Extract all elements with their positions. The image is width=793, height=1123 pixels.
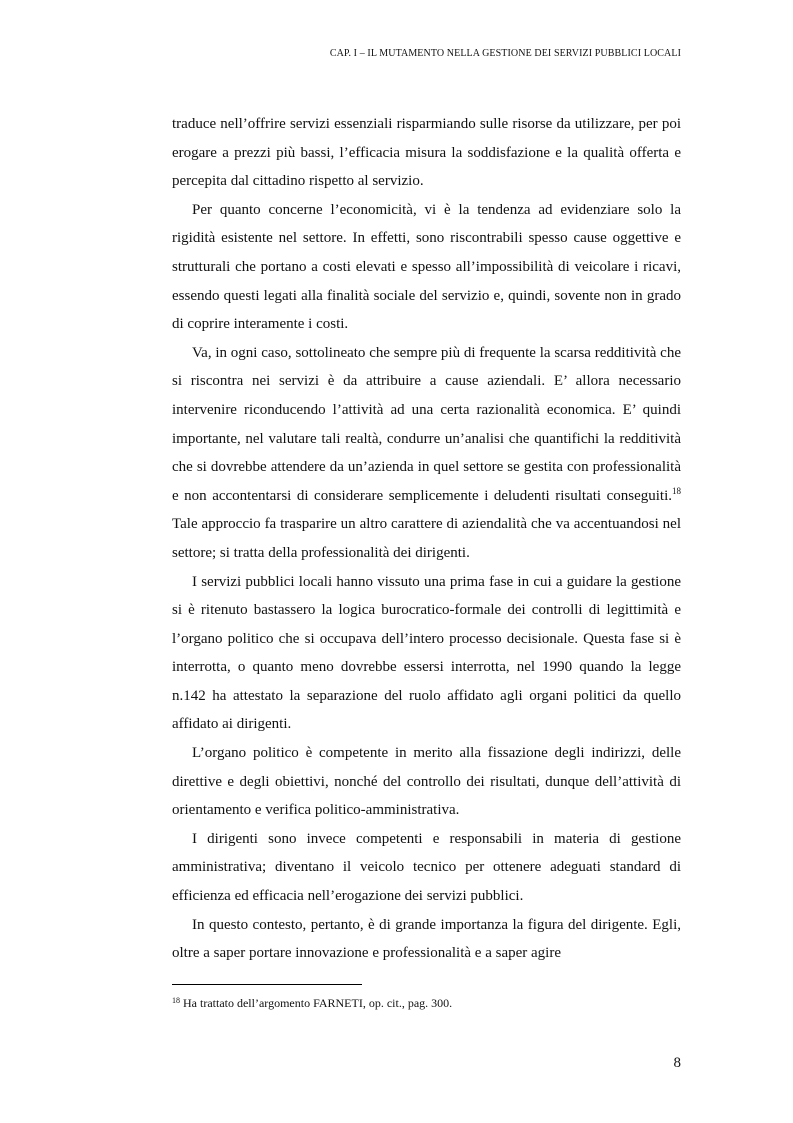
- paragraph-4: I servizi pubblici locali hanno vissuto una prima fase in cui a guidare la gestione si è ritenuto bastassero la logica burocratico-formale dei controlli di legittimità e l’organo politico che si occupava dell’intero processo decisionale. Questa fase si è interrotta, o quanto meno dovrebbe essersi interrotta, nel 1990 quando la legge n.142 ha attestato la separazione del ruolo affidato agli organi politici da quello affidato ai dirigenti.: [172, 573, 681, 733]
- footnote-separator: [172, 984, 362, 985]
- footnote-18: [172, 996, 681, 1010]
- footnote-number: 18: [172, 996, 180, 1005]
- paragraph-3-text-after-note: Tale approccio fa trasparire un altro carattere di aziendalità che va accentuandosi nel settore; si tratta della professionalità dei dirigenti.: [172, 516, 681, 561]
- body-text: [172, 110, 681, 968]
- running-header: CAP. I – IL MUTAMENTO NELLA GESTIONE DEI SERVIZI PUBBLICI LOCALI: [329, 48, 681, 59]
- paragraph-1: traduce nell’offrire servizi essenziali risparmiando sulle risorse da utilizzare, per poi erogare a prezzi più bassi, l’efficacia misura la soddisfazione e la qualità offerta e percepita dal cittadino rispetto al servizio.: [172, 116, 681, 190]
- footnote-text: Ha trattato dell’argomento FARNETI, op. cit., pag. 300.: [180, 996, 453, 1010]
- paragraph-7: In questo contesto, pertanto, è di grande importanza la figura del dirigente. Egli, oltre a saper portare innovazione e professionalità e a saper agire: [172, 916, 681, 962]
- footnote-reference-18[interactable]: 18: [672, 485, 681, 496]
- paragraph-3-text-before-note: Va, in ogni caso, sottolineato che sempre più di frequente la scarsa redditività che si riscontra nei servizi è da attribuire a cause aziendali. E’ allora necessario intervenire riconducendo l’attività ad una certa razionalità economica. E’ quindi importante, nel valutare tali realtà, condurre un’analisi che quantifichi la redditività che si dovrebbe attendere da un’azienda in quel settore se gestita con professionalità e non accontentarsi di considerare semplicemente i deludenti risultati conseguiti.: [172, 344, 681, 504]
- paragraph-6: I dirigenti sono invece competenti e responsabili in materia di gestione amministrativa; diventano il veicolo tecnico per ottenere adeguati standard di efficienza ed efficacia nell’erogazione dei servizi pubblici.: [172, 830, 681, 905]
- page-number: 8: [673, 1055, 681, 1071]
- paragraph-3: [172, 339, 681, 568]
- paragraph-2: Per quanto concerne l’economicità, vi è la tendenza ad evidenziare solo la rigidità esistente nel settore. In effetti, sono riscontrabili spesso cause oggettive e strutturali che portano a costi elevati e spesso all’impossibilità di veicolare i ricavi, essendo questi legati alla finalità sociale del servizio e, quindi, sovente non in grado di coprire interamente i costi.: [172, 201, 681, 333]
- paragraph-5: L’organo politico è competente in merito alla fissazione degli indirizzi, delle direttive e degli obiettivi, nonché del controllo dei risultati, dunque dell’attività di orientamento e verifica politico-amministrativa.: [172, 745, 681, 819]
